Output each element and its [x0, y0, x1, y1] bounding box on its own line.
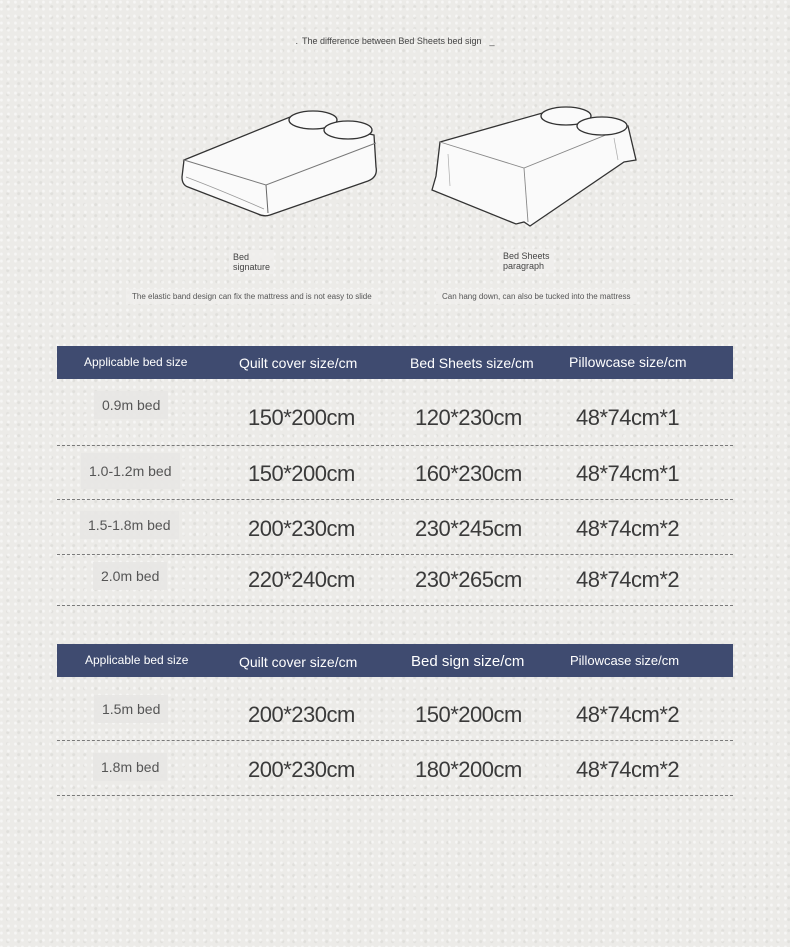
heading-dot: .	[295, 36, 299, 46]
page-heading	[0, 36, 790, 46]
table-row	[57, 555, 733, 606]
size-table-1	[57, 346, 733, 606]
pillowcase-size-cell: 48*74cm*1	[576, 461, 680, 486]
sheet-size-cell: 180*200cm	[415, 757, 522, 782]
fitted-caption-line2: signature	[233, 262, 271, 272]
quilt-size-cell: 200*230cm	[248, 757, 355, 782]
header-bed-sign: Bed sign size/cm	[411, 653, 525, 670]
table-row	[57, 446, 733, 500]
bed-size-cell: 1.0-1.2m bed	[81, 453, 180, 489]
quilt-size-cell: 220*240cm	[248, 567, 355, 592]
table-row	[57, 500, 733, 555]
sheet-size-cell: 150*200cm	[415, 702, 522, 727]
flat-sheet-caption	[499, 249, 554, 273]
pillowcase-size-cell: 48*74cm*2	[576, 516, 680, 541]
flat-sheet-note: Can hang down, can also be tucked into the mattress	[436, 289, 637, 304]
quilt-size-cell: 200*230cm	[248, 516, 355, 541]
heading-text: The difference between Bed Sheets bed sign	[302, 36, 482, 46]
bed-size-cell: 1.5m bed	[94, 695, 168, 723]
bed-size-cell: 1.5-1.8m bed	[80, 511, 179, 539]
sheet-size-cell: 160*230cm	[415, 461, 522, 486]
header-bed-size: Applicable bed size	[84, 355, 188, 369]
header-quilt-cover: Quilt cover size/cm	[239, 355, 358, 371]
flat-caption-line2: paragraph	[503, 261, 545, 271]
header-bed-sheets: Bed Sheets size/cm	[410, 355, 534, 371]
table-row	[57, 741, 733, 796]
fitted-sheet-illustration	[178, 105, 382, 220]
table-header	[57, 644, 733, 677]
sheet-size-cell: 230*265cm	[415, 567, 522, 592]
pillowcase-size-cell: 48*74cm*2	[576, 702, 680, 727]
sheet-size-cell: 230*245cm	[415, 516, 522, 541]
table-row	[57, 677, 733, 741]
flat-caption-line1: Bed Sheets	[503, 251, 550, 261]
fitted-sheet-note: The elastic band design can fix the mattress and is not easy to slide	[126, 289, 378, 304]
quilt-size-cell: 150*200cm	[248, 405, 355, 430]
bed-size-cell: 0.9m bed	[94, 391, 168, 419]
size-table-2	[57, 644, 733, 796]
header-quilt-cover: Quilt cover size/cm	[239, 654, 358, 670]
heading-dash: _	[489, 36, 495, 46]
header-bed-size: Applicable bed size	[85, 653, 189, 667]
bed-size-cell: 1.8m bed	[93, 753, 167, 781]
bed-size-cell: 2.0m bed	[93, 562, 167, 590]
table-row	[57, 386, 733, 446]
quilt-size-cell: 150*200cm	[248, 461, 355, 486]
pillowcase-size-cell: 48*74cm*1	[576, 405, 680, 430]
header-pillowcase: Pillowcase size/cm	[570, 653, 680, 668]
quilt-size-cell: 200*230cm	[248, 702, 355, 727]
table-header	[57, 346, 733, 379]
pillowcase-size-cell: 48*74cm*2	[576, 567, 680, 592]
fitted-caption-line1: Bed	[233, 252, 250, 262]
flat-sheet-illustration	[428, 102, 640, 230]
pillowcase-size-cell: 48*74cm*2	[576, 757, 680, 782]
fitted-sheet-caption	[229, 250, 274, 274]
sheet-size-cell: 120*230cm	[415, 405, 522, 430]
header-pillowcase: Pillowcase size/cm	[569, 354, 687, 370]
